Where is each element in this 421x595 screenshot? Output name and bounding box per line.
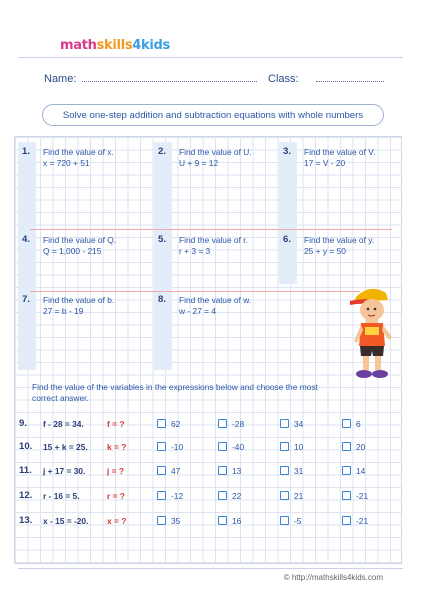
answer-option[interactable]: [280, 419, 303, 429]
answer-option[interactable]: [157, 516, 180, 526]
problem-number: 3.: [283, 146, 292, 157]
question-equation: x - 15 = -20.: [43, 516, 89, 526]
answer-option[interactable]: [342, 442, 365, 452]
option-label: 62: [171, 419, 181, 429]
checkbox-icon[interactable]: [342, 466, 351, 475]
logo-part-4kids: 4kids: [132, 38, 170, 53]
stripe-col-1: [18, 142, 36, 370]
problem-number: 6.: [283, 234, 292, 245]
checkbox-icon[interactable]: [157, 491, 166, 500]
problem-4: [43, 235, 116, 257]
name-label: Name:: [44, 73, 77, 85]
option-label: -21: [356, 516, 369, 526]
answer-option[interactable]: [157, 466, 180, 476]
option-label: 35: [171, 516, 181, 526]
mcq-row: [0, 515, 421, 531]
problem-number: 2.: [158, 146, 167, 157]
problem-prompt: Find the value of w.: [179, 295, 252, 305]
problem-equation: 25 + y = 50: [304, 246, 346, 256]
problem-3: [304, 147, 375, 169]
name-field[interactable]: [44, 72, 257, 85]
answer-option[interactable]: [342, 516, 368, 526]
row-divider-2: [30, 291, 360, 292]
logo-part-math: math: [60, 38, 97, 53]
answer-option[interactable]: [342, 419, 361, 429]
problem-number: 1.: [22, 146, 31, 157]
question-equation: f - 28 = 34.: [43, 419, 84, 429]
option-label: 6: [356, 419, 361, 429]
checkbox-icon[interactable]: [157, 442, 166, 451]
checkbox-icon[interactable]: [157, 466, 166, 475]
problem-1: [43, 147, 114, 169]
footer-divider: [18, 568, 403, 569]
mcq-row: [0, 465, 421, 481]
option-label: -12: [171, 491, 184, 501]
worksheet-title: Solve one-step addition and subtraction equations with whole numbers: [42, 104, 384, 126]
checkbox-icon[interactable]: [218, 442, 227, 451]
question-number: 9.: [19, 418, 28, 429]
checkbox-icon[interactable]: [342, 442, 351, 451]
footer-url[interactable]: © http://mathskills4kids.com: [283, 573, 383, 582]
problem-7: [43, 295, 114, 317]
question-equation: 15 + k = 25.: [43, 442, 88, 452]
checkbox-icon[interactable]: [218, 466, 227, 475]
checkbox-icon[interactable]: [218, 491, 227, 500]
mcq-row: [0, 418, 421, 434]
option-label: 13: [232, 466, 242, 476]
problem-prompt: Find the value of V.: [304, 147, 376, 157]
problem-prompt: Find the value of y.: [304, 235, 375, 245]
checkbox-icon[interactable]: [280, 516, 289, 525]
problem-8: [179, 295, 251, 317]
mathskills4kids-logo: [60, 38, 170, 53]
problem-prompt: Find the value of U.: [179, 147, 252, 157]
option-label: -5: [294, 516, 302, 526]
question-equation: r - 16 = 5.: [43, 491, 80, 501]
option-label: 47: [171, 466, 181, 476]
question-number: 10.: [19, 441, 33, 452]
option-label: -40: [232, 442, 245, 452]
option-label: -21: [356, 491, 369, 501]
option-label: 20: [356, 442, 366, 452]
checkbox-icon[interactable]: [280, 419, 289, 428]
answer-option[interactable]: [280, 466, 303, 476]
question-number: 12.: [19, 490, 33, 501]
answer-option[interactable]: [342, 491, 368, 501]
problem-prompt: Find the value of Q.: [43, 235, 117, 245]
checkbox-icon[interactable]: [342, 419, 351, 428]
answer-option[interactable]: [218, 491, 241, 501]
problem-2: [179, 147, 252, 169]
class-line[interactable]: [316, 72, 384, 82]
problem-6: [304, 235, 374, 257]
stripe-col-2: [154, 142, 172, 370]
answer-option[interactable]: [157, 491, 183, 501]
question-unknown: f = ?: [107, 419, 125, 429]
option-label: 34: [294, 419, 304, 429]
problem-equation: x = 720 + 51: [43, 158, 90, 168]
answer-option[interactable]: [157, 442, 183, 452]
problem-equation: 17 = V - 20: [304, 158, 346, 168]
answer-option[interactable]: [218, 466, 241, 476]
problem-prompt: Find the value of r.: [179, 235, 248, 245]
cartoon-boy-illustration: [342, 283, 402, 383]
answer-option[interactable]: [280, 516, 301, 526]
option-label: 21: [294, 491, 304, 501]
question-unknown: j = ?: [107, 466, 124, 476]
name-line[interactable]: [82, 72, 257, 82]
logo-part-skills: skills: [96, 38, 133, 53]
problem-equation: Q = 1,000 - 215: [43, 246, 102, 256]
problem-equation: r + 3 = 3: [179, 246, 211, 256]
stripe-col-3: [279, 142, 297, 284]
problem-equation: w - 27 = 4: [179, 306, 217, 316]
problem-equation: U + 9 = 12: [179, 158, 219, 168]
mcq-instruction: Find the value of the variables in the expressions below and choose the most correct answer.: [32, 382, 318, 403]
problem-prompt: Find the value of x.: [43, 147, 114, 157]
option-label: -28: [232, 419, 245, 429]
question-number: 11.: [19, 465, 32, 476]
answer-option[interactable]: [218, 419, 244, 429]
row-divider-1: [30, 229, 392, 230]
header-divider: [18, 57, 403, 58]
checkbox-icon[interactable]: [280, 442, 289, 451]
question-equation: j + 17 = 30.: [43, 466, 86, 476]
answer-option[interactable]: [218, 442, 244, 452]
problem-number: 7.: [22, 294, 31, 305]
option-label: 16: [232, 516, 242, 526]
checkbox-icon[interactable]: [342, 491, 351, 500]
checkbox-icon[interactable]: [280, 491, 289, 500]
question-unknown: k = ?: [107, 442, 127, 452]
checkbox-icon[interactable]: [280, 466, 289, 475]
class-field[interactable]: [268, 72, 384, 85]
problem-prompt: Find the value of b.: [43, 295, 115, 305]
question-unknown: x = ?: [107, 516, 127, 526]
question-unknown: r = ?: [107, 491, 125, 501]
problem-number: 8.: [158, 294, 167, 305]
problem-equation: 27 = b - 19: [43, 306, 84, 316]
option-label: 31: [294, 466, 304, 476]
checkbox-icon[interactable]: [342, 516, 351, 525]
option-label: 14: [356, 466, 366, 476]
checkbox-icon[interactable]: [218, 516, 227, 525]
option-label: 10: [294, 442, 304, 452]
option-label: 22: [232, 491, 242, 501]
answer-option[interactable]: [218, 516, 241, 526]
mcq-row: [0, 490, 421, 506]
answer-option[interactable]: [280, 442, 303, 452]
problem-5: [179, 235, 248, 257]
question-number: 13.: [19, 515, 33, 526]
problem-number: 5.: [158, 234, 167, 245]
checkbox-icon[interactable]: [157, 516, 166, 525]
mcq-row: [0, 441, 421, 457]
problem-number: 4.: [22, 234, 31, 245]
class-label: Class:: [268, 73, 299, 85]
checkbox-icon[interactable]: [218, 419, 227, 428]
checkbox-icon[interactable]: [157, 419, 166, 428]
answer-option[interactable]: [157, 419, 180, 429]
option-label: -10: [171, 442, 184, 452]
answer-option[interactable]: [342, 466, 365, 476]
answer-option[interactable]: [280, 491, 303, 501]
